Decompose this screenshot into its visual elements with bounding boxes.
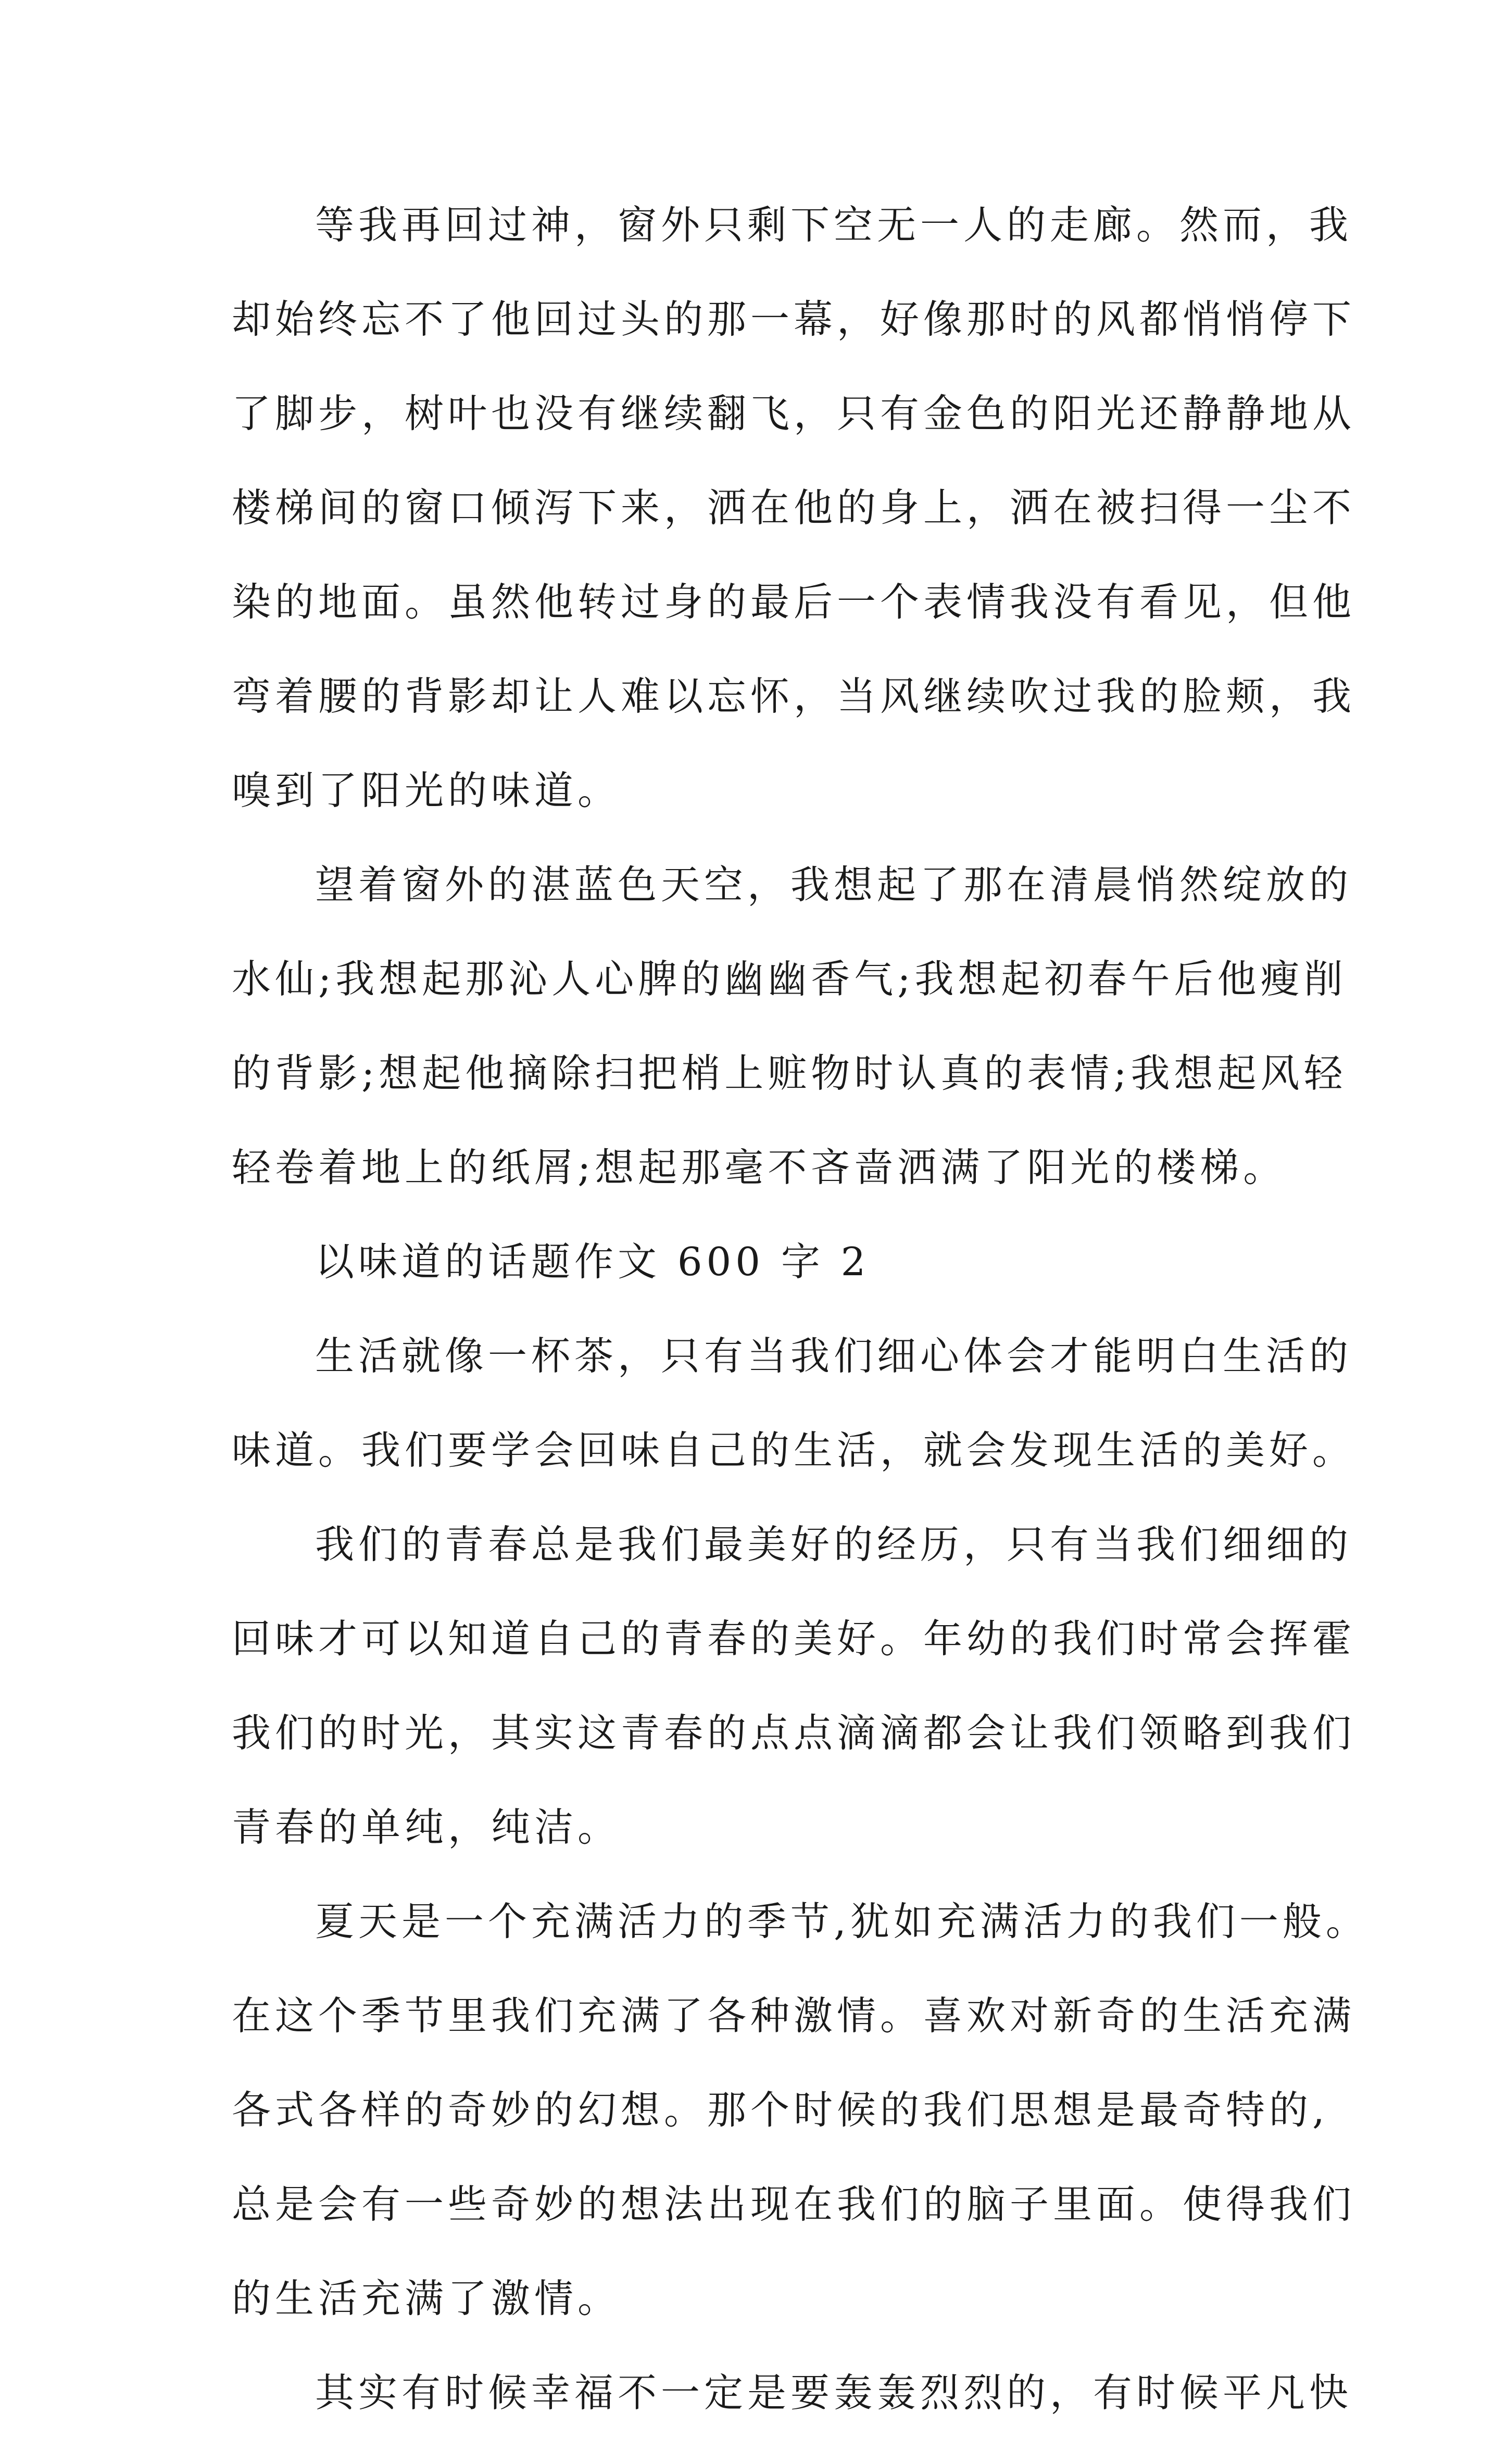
paragraph-line: 夏天是一个充满活力的季节,犹如充满活力的我们一般。 (315, 1899, 1369, 1944)
paragraph-line: 的生活充满了激情。 (232, 2276, 621, 2321)
paragraph-line: 的背影;想起他摘除扫把梢上赃物时认真的表情;我想起风轻 (232, 1050, 1347, 1096)
paragraph-line: 各式各样的奇妙的幻想。那个时候的我们思想是最奇特的, (232, 2087, 1329, 2133)
paragraph-line: 嗅到了阳光的味道。 (232, 768, 621, 813)
paragraph-line: 我们的青春总是我们最美好的经历，只有当我们细细的 (315, 1522, 1353, 1567)
paragraph-line: 却始终忘不了他回过头的那一幕，好像那时的风都悄悄停下 (232, 296, 1356, 342)
section-heading: 以味道的话题作文 600 字 2 (315, 1239, 870, 1285)
paragraph-line: 我们的时光，其实这青春的点点滴滴都会让我们领略到我们 (232, 1710, 1356, 1756)
paragraph-line: 望着窗外的湛蓝色天空，我想起了那在清晨悄然绽放的 (315, 862, 1353, 908)
paragraph-line: 染的地面。虽然他转过身的最后一个表情我没有看见，但他 (232, 579, 1356, 625)
paragraph-line: 轻卷着地上的纸屑;想起那毫不吝啬洒满了阳光的楼梯。 (232, 1145, 1287, 1190)
paragraph-line: 青春的单纯，纯洁。 (232, 1804, 621, 1850)
paragraph-line: 弯着腰的背影却让人难以忘怀，当风继续吹过我的脸颊，我 (232, 673, 1356, 719)
paragraph-line: 在这个季节里我们充满了各种激情。喜欢对新奇的生活充满 (232, 1993, 1356, 2039)
paragraph-line: 水仙;我想起那沁人心脾的幽幽香气;我想起初春午后他瘦削 (232, 956, 1347, 1002)
paragraph-line: 楼梯间的窗口倾泻下来，洒在他的身上，洒在被扫得一尘不 (232, 485, 1356, 531)
paragraph-line: 总是会有一些奇妙的想法出现在我们的脑子里面。使得我们 (232, 2181, 1356, 2227)
paragraph-line: 等我再回过神，窗外只剩下空无一人的走廊。然而，我 (315, 202, 1353, 248)
document-body (232, 202, 1369, 2464)
paragraph-line: 了脚步，树叶也没有继续翻飞，只有金色的阳光还静静地从 (232, 391, 1356, 436)
paragraph-line: 味道。我们要学会回味自己的生活，就会发现生活的美好。 (232, 1427, 1356, 1473)
paragraph-line: 生活就像一杯茶，只有当我们细心体会才能明白生活的 (315, 1333, 1353, 1379)
paragraph-line: 其实有时候幸福不一定是要轰轰烈烈的，有时候平凡快 (315, 2370, 1353, 2416)
paragraph-line: 回味才可以知道自己的青春的美好。年幼的我们时常会挥霍 (232, 1616, 1356, 1662)
